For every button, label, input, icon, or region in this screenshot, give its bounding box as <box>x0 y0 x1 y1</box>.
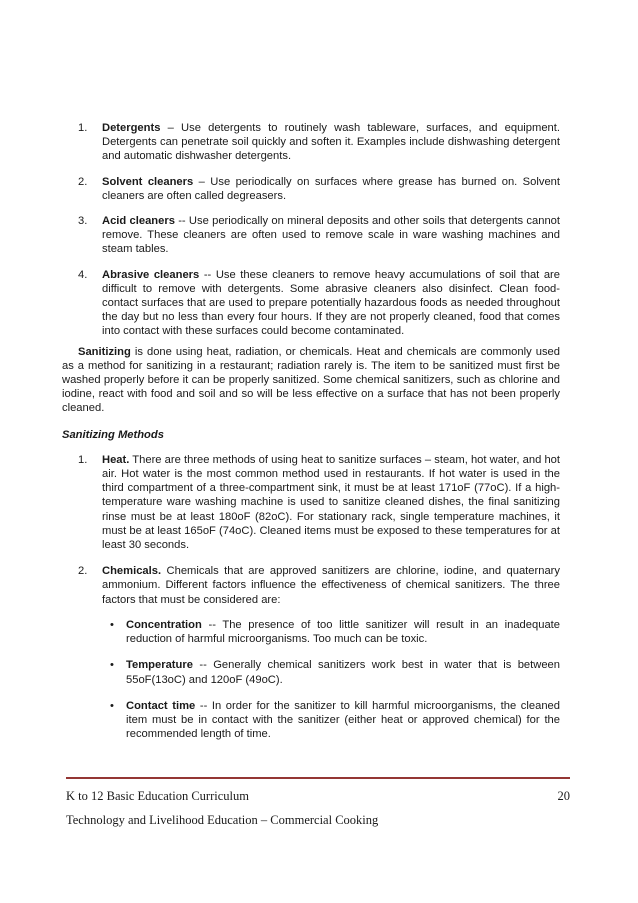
list-item <box>78 175 560 203</box>
list-item <box>78 268 560 339</box>
section-heading: Sanitizing Methods <box>62 428 164 441</box>
item-text: -- Generally chemical sanitizers work best in water that is between 55oF(13oC) and 120oF (49oC). <box>126 659 560 686</box>
item-term: Chemicals. <box>102 565 162 578</box>
list-item <box>78 453 560 552</box>
bullet-icon: • <box>110 618 114 631</box>
footer-divider <box>66 777 570 779</box>
page-number: 20 <box>557 789 570 803</box>
sanitizing-paragraph <box>62 345 560 416</box>
footer-subject: Technology and Livelihood Education – Commercial Cooking <box>66 813 379 827</box>
item-term: Detergents <box>102 122 161 134</box>
item-text: -- In order for the sanitizer to kill harmful microorganisms, the cleaned item must be in contact with the sanitizer (either heat or approved chemical) for the recommended length of time. <box>126 699 560 741</box>
item-term: Heat. <box>102 453 130 466</box>
cleaners-list <box>78 121 560 339</box>
methods-list <box>78 453 560 741</box>
page-body <box>62 121 561 741</box>
item-term: Solvent cleaners <box>102 175 194 188</box>
item-text: -- Use periodically on mineral deposits and other soils that detergents cannot remove. These cleaners are often used to remove scale in ware washing machines and steam tables. <box>102 215 560 256</box>
sanitizing-term: Sanitizing <box>78 345 131 358</box>
item-number: 4. <box>78 268 88 281</box>
list-item <box>102 658 560 686</box>
item-text: – Use periodically on surfaces where grease has burned on. Solvent cleaners are often called degreasers. <box>102 175 561 202</box>
list-item <box>102 618 560 646</box>
list-item <box>102 699 560 742</box>
item-text: – Use detergents to routinely wash tableware, surfaces, and equipment. Detergents can penetrate soil quickly and soften it. Examples include dishwashing detergent and automatic dishwasher detergents. <box>102 122 560 163</box>
list-item <box>78 121 560 164</box>
list-item <box>78 564 560 741</box>
item-text: -- The presence of too little sanitizer will result in an inadequate reduction of harmful microorganisms. Too much can be toxic. <box>126 618 560 646</box>
item-number: 2. <box>78 565 88 578</box>
footer-curriculum: K to 12 Basic Education Curriculum <box>66 789 249 803</box>
item-number: 3. <box>78 215 88 228</box>
item-term: Abrasive cleaners <box>102 268 200 281</box>
item-term: Acid cleaners <box>102 215 175 228</box>
bullet-icon: • <box>110 659 114 672</box>
item-text: There are three methods of using heat to sanitize surfaces – steam, hot water, and hot air. Hot water is the most common method used in restaurants. If hot water is used in the third compartment of a three-compartment sink, it must be at least 171oF (77oC). If a high-temperature ware washing machine is used to sanitize cleaned dishes, the final sanitizing rinse must be at least 180oF (82oC). For stationary rack, single temperature machines, it must be at least 165oF (74oC). Cleaned items must be exposed to these temperatures for at least 30 seconds. <box>102 453 560 552</box>
item-term: Temperature <box>126 659 193 672</box>
item-text: Chemicals that are approved sanitizers are chlorine, iodine, and quaternary ammonium. Different factors influence the effectiveness of chemical sanitizers. The three factors that must be considered are: <box>102 565 560 606</box>
bullet-icon: • <box>110 699 114 712</box>
item-term: Contact time <box>126 699 196 712</box>
item-number: 1. <box>78 453 88 466</box>
item-number: 1. <box>78 122 88 134</box>
sanitizing-text: is done using heat, radiation, or chemicals. Heat and chemicals are commonly used as a method for sanitizing in a restaurant; radiation rarely is. The item to be sanitized must first be washed properly before it can be properly sanitized. Some chemical sanitizers, such as chlorine and iodine, react with food and soil and so will be less effective on a surface that has not been properly cleaned. <box>62 345 560 415</box>
factors-list <box>78 618 560 741</box>
list-item <box>78 214 560 257</box>
item-number: 2. <box>78 175 88 188</box>
item-term: Concentration <box>126 618 202 631</box>
item-text: -- Use these cleaners to remove heavy accumulations of soil that are difficult to remove with detergents. Some abrasive cleaners also disinfect. Clean food-contact surfaces that are used to prepare potentially hazardous foods as needed throughout the day but no less than every four hours. If they are not properly cleaned, food that comes into contact with these surfaces could become contaminated. <box>102 268 561 338</box>
